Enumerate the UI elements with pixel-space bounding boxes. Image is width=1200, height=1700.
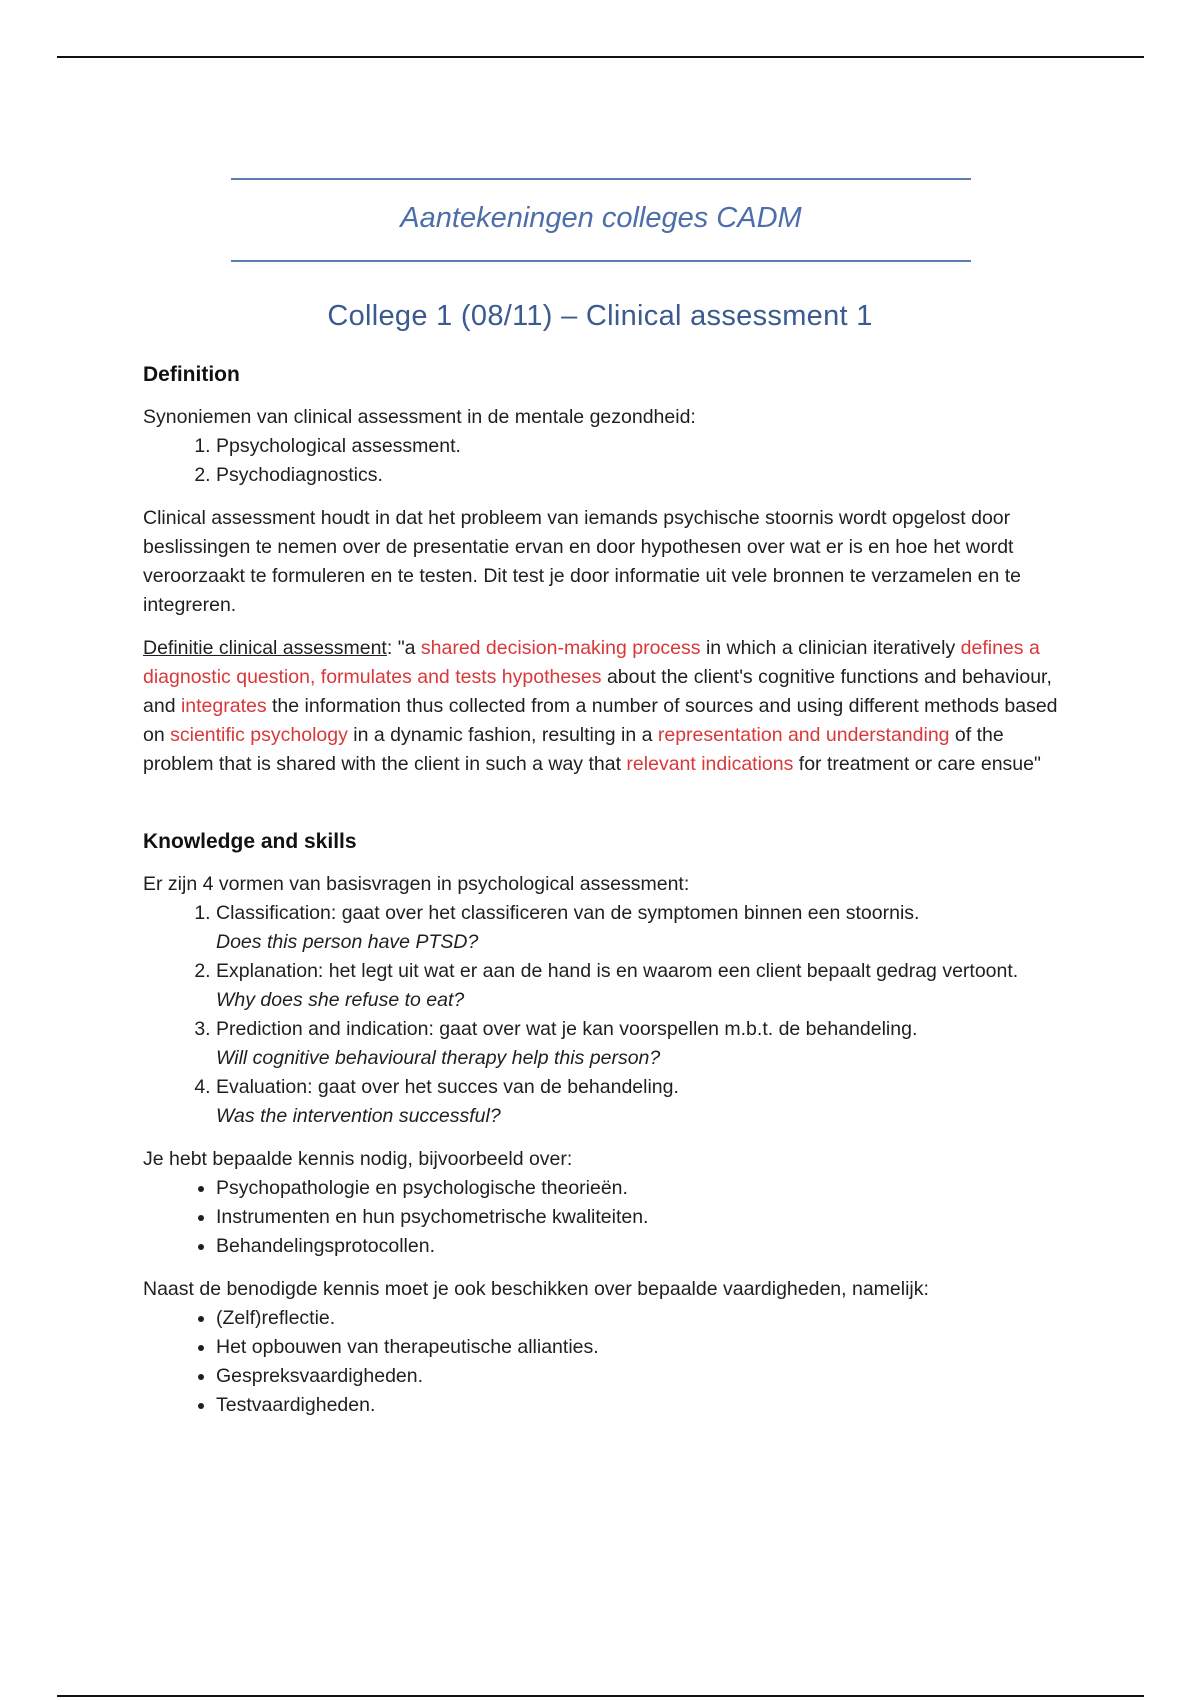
list-item	[216, 1015, 1063, 1073]
knowledge-list	[143, 1174, 1063, 1261]
lecture-heading: College 1 (08/11) – Clinical assessment 1	[327, 300, 873, 332]
page-top-rule	[57, 56, 1144, 58]
definition-quote	[143, 634, 1063, 779]
highlight-text: scientific psychology	[170, 724, 348, 746]
quote-text: of the problem that is shared with the client in such a way that	[143, 724, 1004, 775]
highlight-text: integrates	[180, 695, 267, 717]
quote-text: in a dynamic fashion, resulting in a	[347, 724, 658, 746]
skills-list	[143, 1304, 1063, 1420]
quote-text: for treatment or care ensue"	[793, 753, 1041, 775]
synonyms-intro: Synoniemen van clinical assessment in de mentale gezondheid:	[143, 406, 696, 428]
knowledge-intro: Je hebt bepaalde kennis nodig, bijvoorbeeld over:	[143, 1148, 573, 1170]
section-spacer	[143, 793, 1063, 827]
document-body	[143, 360, 1063, 1434]
highlight-text: representation and understanding	[657, 724, 950, 746]
list-item: • Testvaardigheden.	[216, 1391, 1063, 1420]
definition-heading: Definition	[143, 363, 240, 386]
list-item	[216, 1073, 1063, 1131]
questions-list	[143, 899, 1063, 1131]
page-bottom-rule	[57, 1695, 1144, 1697]
definition-paragraph: Clinical assessment houdt in dat het probleem van iemands psychische stoornis wordt opgelost door beslissingen te nemen over de presentatie ervan en door hypothesen over wat er is en hoe het wordt veroorzaakt te formuleren en te testen. Dit test je door informatie uit vele bronnen te verzamelen en te integreren.	[143, 507, 1021, 616]
synonyms-list	[143, 432, 1063, 490]
question-example: Was the intervention successful?	[216, 1105, 501, 1127]
list-item: • Psychopathologie en psychologische theorieën.	[216, 1174, 1063, 1203]
quote-text: about the client's cognitive functions and behaviour, and	[143, 666, 1052, 717]
quote-text: the information thus collected from a number of sources and using different methods based on	[143, 695, 1058, 746]
title-box	[231, 178, 971, 262]
list-item: 1. Ppsychological assessment.	[216, 432, 1063, 461]
list-item: • (Zelf)reflectie.	[216, 1304, 1063, 1333]
list-item	[216, 957, 1063, 1015]
question-text: Classification: gaat over het classificeren van de symptomen binnen een stoornis.	[216, 902, 920, 924]
list-item: 2. Psychodiagnostics.	[216, 461, 1063, 490]
highlight-text: defines a diagnostic question, formulates and tests hypotheses	[143, 637, 1040, 688]
list-item: • Instrumenten en hun psychometrische kwaliteiten.	[216, 1203, 1063, 1232]
list-item: • Behandelingsprotocollen.	[216, 1232, 1063, 1261]
highlight-text: shared decision-making process	[420, 637, 701, 659]
question-text: Explanation: het legt uit wat er aan de hand is en waarom een client bepaalt gedrag vertoont.	[216, 960, 1019, 982]
question-example: Will cognitive behavioural therapy help this person?	[216, 1047, 661, 1069]
list-item	[216, 899, 1063, 957]
question-text: Prediction and indication: gaat over wat je kan voorspellen m.b.t. de behandeling.	[216, 1018, 918, 1040]
question-text: Evaluation: gaat over het succes van de behandeling.	[216, 1076, 679, 1098]
questions-intro: Er zijn 4 vormen van basisvragen in psychological assessment:	[143, 873, 690, 895]
definition-label: Definitie clinical assessment	[143, 637, 387, 659]
skills-intro: Naast de benodigde kennis moet je ook beschikken over bepaalde vaardigheden, namelijk:	[143, 1278, 929, 1300]
question-example: Why does she refuse to eat?	[216, 989, 465, 1011]
list-item: • Gespreksvaardigheden.	[216, 1362, 1063, 1391]
quote-text: : "a	[386, 637, 421, 659]
document-title: Aantekeningen colleges CADM	[400, 202, 802, 234]
question-example: Does this person have PTSD?	[216, 931, 479, 953]
knowledge-heading: Knowledge and skills	[143, 830, 357, 853]
list-item: • Het opbouwen van therapeutische allianties.	[216, 1333, 1063, 1362]
quote-text: in which a clinician iteratively	[700, 637, 961, 659]
highlight-text: relevant indications	[626, 753, 794, 775]
